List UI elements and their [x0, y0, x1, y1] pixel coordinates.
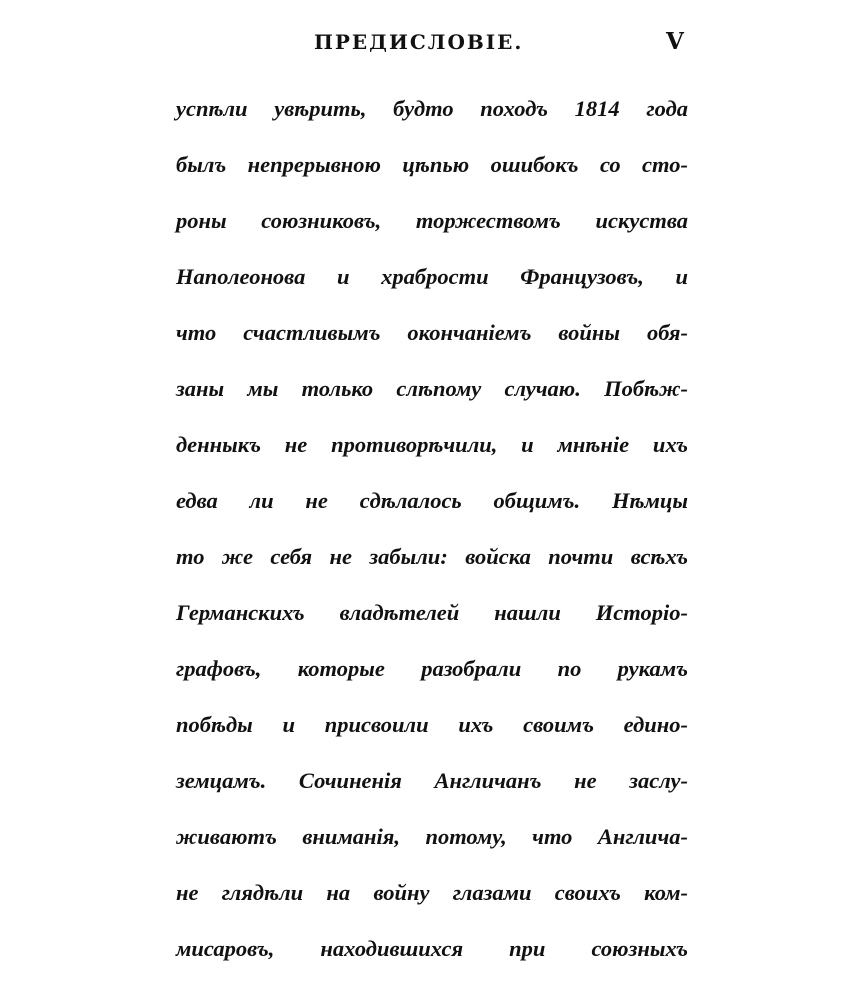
text-line: Германскихъ владѣтелей нашли Исторіо-	[176, 600, 688, 625]
text-line: земцамъ. Сочиненія Англичанъ не заслу-	[176, 768, 688, 793]
text-line: едва ли не сдѣлалось общимъ. Нѣмцы	[176, 488, 688, 513]
text-line: живаютъ вниманія, потому, что Англича-	[176, 824, 688, 849]
text-line: денныкъ не противорѣчили, и мнѣніе ихъ	[176, 432, 688, 457]
text-line: то же себя не забыли: войска почти всѣхъ	[176, 544, 688, 569]
text-line: не глядѣли на войну глазами своихъ ком-	[176, 880, 688, 905]
running-title: ПРЕДИСЛОВІЕ.	[314, 30, 524, 54]
text-line: роны союзниковъ, торжествомъ искуства	[176, 208, 688, 233]
text-line: заны мы только слѣпому случаю. Побѣж-	[176, 376, 688, 401]
text-line: Наполеонова и храбрости Французовъ, и	[176, 264, 688, 289]
text-line: побѣды и присвоили ихъ своимъ едино-	[176, 712, 688, 737]
text-line: что счастливымъ окончаніемъ войны обя-	[176, 320, 688, 345]
text-line: мисаровъ, находившихся при союзныхъ	[176, 936, 688, 961]
text-line: графовъ, которые разобрали по рукамъ	[176, 656, 688, 681]
text-line: успѣли увѣрить, будто походъ 1814 года	[176, 96, 688, 121]
running-header	[0, 30, 864, 56]
page-number: V	[666, 28, 684, 55]
text-line: былъ непрерывною цѣпью ошибокъ со сто-	[176, 152, 688, 177]
body-text	[176, 87, 688, 983]
